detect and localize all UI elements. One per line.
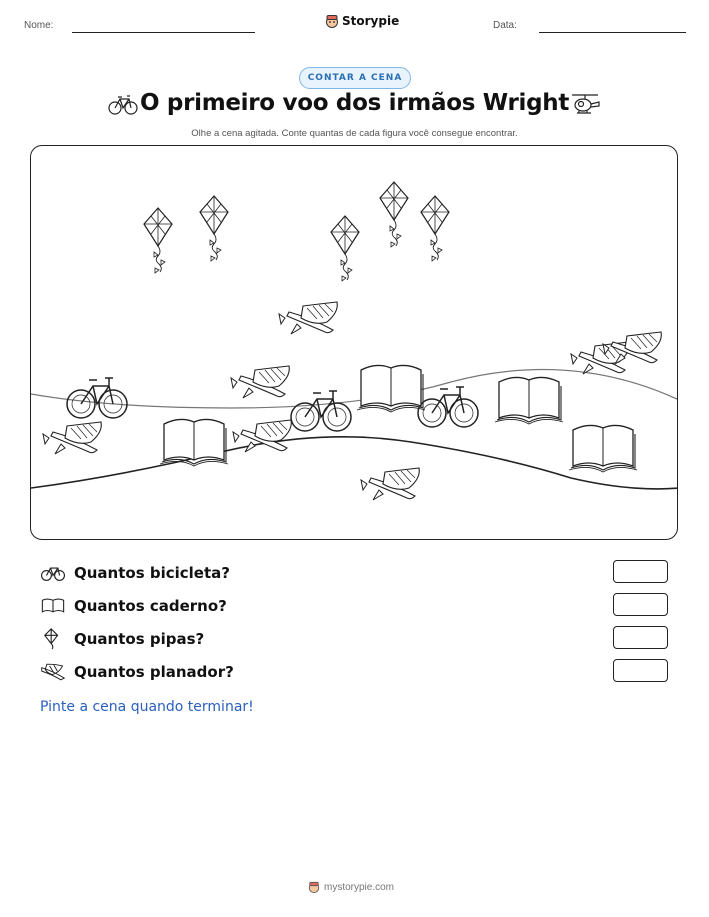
storypie-mascot-icon	[325, 14, 339, 28]
book-figure	[160, 419, 228, 466]
answer-box-bicycle[interactable]	[613, 560, 668, 583]
site-footer	[308, 881, 394, 893]
bicycle-figure	[418, 387, 478, 427]
glider-figure	[231, 366, 289, 398]
page-title: O primeiro voo dos irmãos Wright	[139, 90, 570, 116]
answer-box-glider[interactable]	[613, 659, 668, 682]
site-url[interactable]: mystorypie.com	[324, 881, 395, 893]
name-label: Nome:	[24, 20, 54, 31]
question-book	[40, 594, 227, 618]
instructions: Olhe a cena agitada. Conte quantas de cada figura você consegue encontrar.	[191, 128, 518, 139]
question-text: Quantos planador?	[74, 663, 234, 681]
kite-figure	[200, 196, 228, 261]
question-bicycle	[40, 561, 230, 585]
question-glider	[40, 660, 234, 684]
brand-logo	[325, 14, 399, 28]
helicopter-icon	[569, 92, 601, 118]
question-text: Quantos caderno?	[74, 597, 227, 615]
kite-figure	[331, 216, 359, 281]
question-kite	[40, 627, 204, 651]
bicycle-figure	[291, 391, 351, 431]
glider-figure	[279, 302, 337, 334]
activity-badge: CONTAR A CENA	[299, 67, 411, 89]
bicycle-icon	[40, 564, 66, 582]
glider-figure	[361, 468, 419, 500]
kite-icon	[40, 628, 66, 650]
book-figure	[357, 365, 425, 412]
date-line[interactable]	[539, 32, 686, 33]
question-text: Quantos pipas?	[74, 630, 205, 648]
glider-figure	[43, 422, 101, 454]
kite-figure	[421, 196, 449, 261]
book-figure	[569, 425, 637, 472]
bicycle-figure	[67, 378, 127, 418]
answer-box-book[interactable]	[613, 593, 668, 616]
kite-figure	[144, 208, 172, 273]
glider-icon	[40, 662, 66, 682]
question-text: Quantos bicicleta?	[74, 564, 230, 582]
name-line[interactable]	[72, 32, 255, 33]
storypie-mascot-icon	[308, 881, 320, 893]
date-label: Data:	[493, 20, 517, 31]
back-hill-line	[31, 370, 678, 408]
coloring-instruction: Pinte a cena quando terminar!	[40, 699, 254, 715]
book-figure	[495, 377, 563, 424]
answer-box-kite[interactable]	[613, 626, 668, 649]
brand-name: Storypie	[342, 14, 400, 28]
kite-figure	[380, 182, 408, 247]
book-icon	[40, 597, 66, 615]
counting-scene	[30, 145, 678, 540]
